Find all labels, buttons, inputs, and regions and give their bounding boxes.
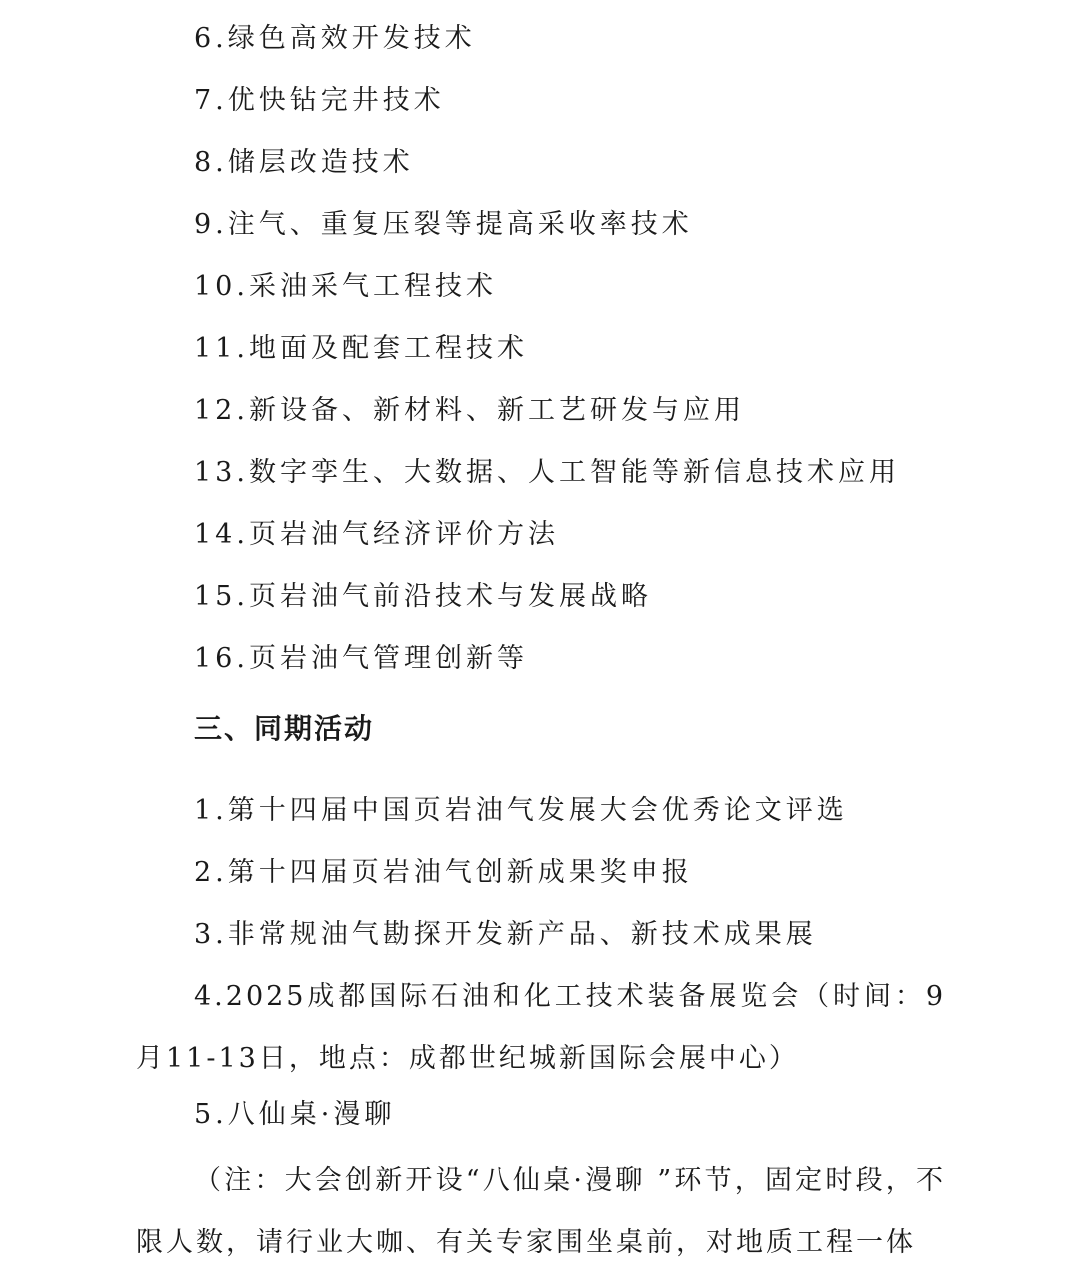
list-item-tech-15: 15.页岩油气前沿技术与发展战略 <box>194 581 652 612</box>
list-item-tech-14: 14.页岩油气经济评价方法 <box>194 519 559 550</box>
list-item-activity-5: 5.八仙桌·漫聊 <box>194 1099 396 1130</box>
list-item-tech-7: 7.优快钻完井技术 <box>194 85 445 116</box>
list-item-tech-16: 16.页岩油气管理创新等 <box>194 643 528 674</box>
list-item-activity-1: 1.第十四届中国页岩油气发展大会优秀论文评选 <box>194 795 848 826</box>
list-item-tech-9: 9.注气、重复压裂等提高采收率技术 <box>194 209 693 240</box>
list-item-tech-11: 11.地面及配套工程技术 <box>194 333 528 364</box>
section-heading: 三、同期活动 <box>194 712 375 745</box>
list-item-tech-8: 8.储层改造技术 <box>194 147 414 178</box>
list-item-tech-12: 12.新设备、新材料、新工艺研发与应用 <box>194 395 745 426</box>
list-item-tech-13: 13.数字孪生、大数据、人工智能等新信息技术应用 <box>194 457 900 488</box>
list-item-activity-3: 3.非常规油气勘探开发新产品、新技术成果展 <box>194 919 817 950</box>
list-item-activity-2: 2.第十四届页岩油气创新成果奖申报 <box>194 857 693 888</box>
list-item-activity-4: 4.2025成都国际石油和化工技术装备展览会（时间：9月11-13日，地点：成都世纪城新国际会展中心） <box>136 981 946 1074</box>
list-item-tech-10: 10.采油采气工程技术 <box>194 271 497 302</box>
list-item-tech-6: 6.绿色高效开发技术 <box>194 23 476 54</box>
note-paragraph: （注：大会创新开设“八仙桌·漫聊 ”环节，固定时段，不限人数，请行业大咖、有关专家围坐桌前，对地质工程一体 <box>136 1165 946 1258</box>
